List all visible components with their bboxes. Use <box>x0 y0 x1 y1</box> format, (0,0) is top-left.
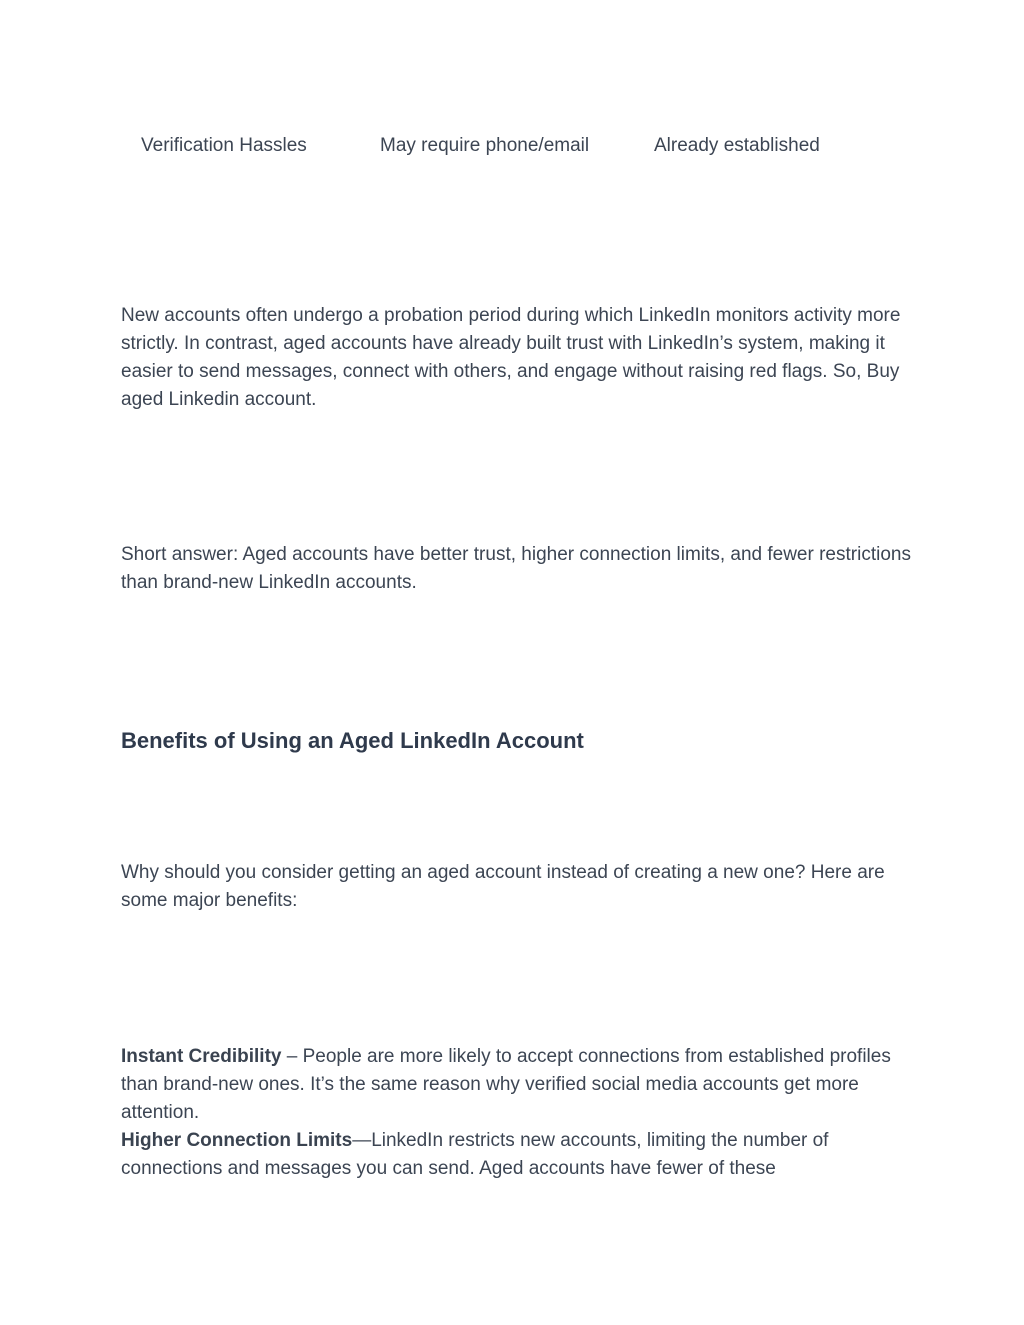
aged-account-cell: Already established <box>654 135 820 156</box>
section-heading: Benefits of Using an Aged LinkedIn Account <box>121 728 584 753</box>
benefit-title: Higher Connection Limits <box>121 1130 353 1151</box>
benefit-item <box>121 1127 911 1183</box>
comparison-table-row <box>0 133 1024 163</box>
new-account-cell: May require phone/email <box>380 135 590 156</box>
benefit-text: —LinkedIn restricts new accounts, limiting the number of connections and messages you can send. Aged accounts have fewer of these <box>121 1130 829 1179</box>
short-answer-paragraph: Short answer: Aged accounts have better trust, higher connection limits, and fewer restrictions than brand-new LinkedIn accounts. <box>121 544 911 593</box>
benefit-text: – People are more likely to accept connections from established profiles than brand-new ones. It’s the same reason why verified social media accounts get more attention. <box>121 1046 891 1123</box>
intro-paragraph: Why should you consider getting an aged account instead of creating a new one? Here are some major benefits: <box>121 862 885 911</box>
benefits-list <box>121 1043 911 1183</box>
benefit-item <box>121 1043 911 1127</box>
benefit-title: Instant Credibility <box>121 1046 282 1067</box>
probation-paragraph: New accounts often undergo a probation period during which LinkedIn monitors activity more strictly. In contrast, aged accounts have already built trust with LinkedIn’s system, making it easier to send messages, connect with others, and engage without raising red flags. So, Buy aged Linkedin account. <box>121 305 901 410</box>
row-label-cell: Verification Hassles <box>141 135 307 156</box>
